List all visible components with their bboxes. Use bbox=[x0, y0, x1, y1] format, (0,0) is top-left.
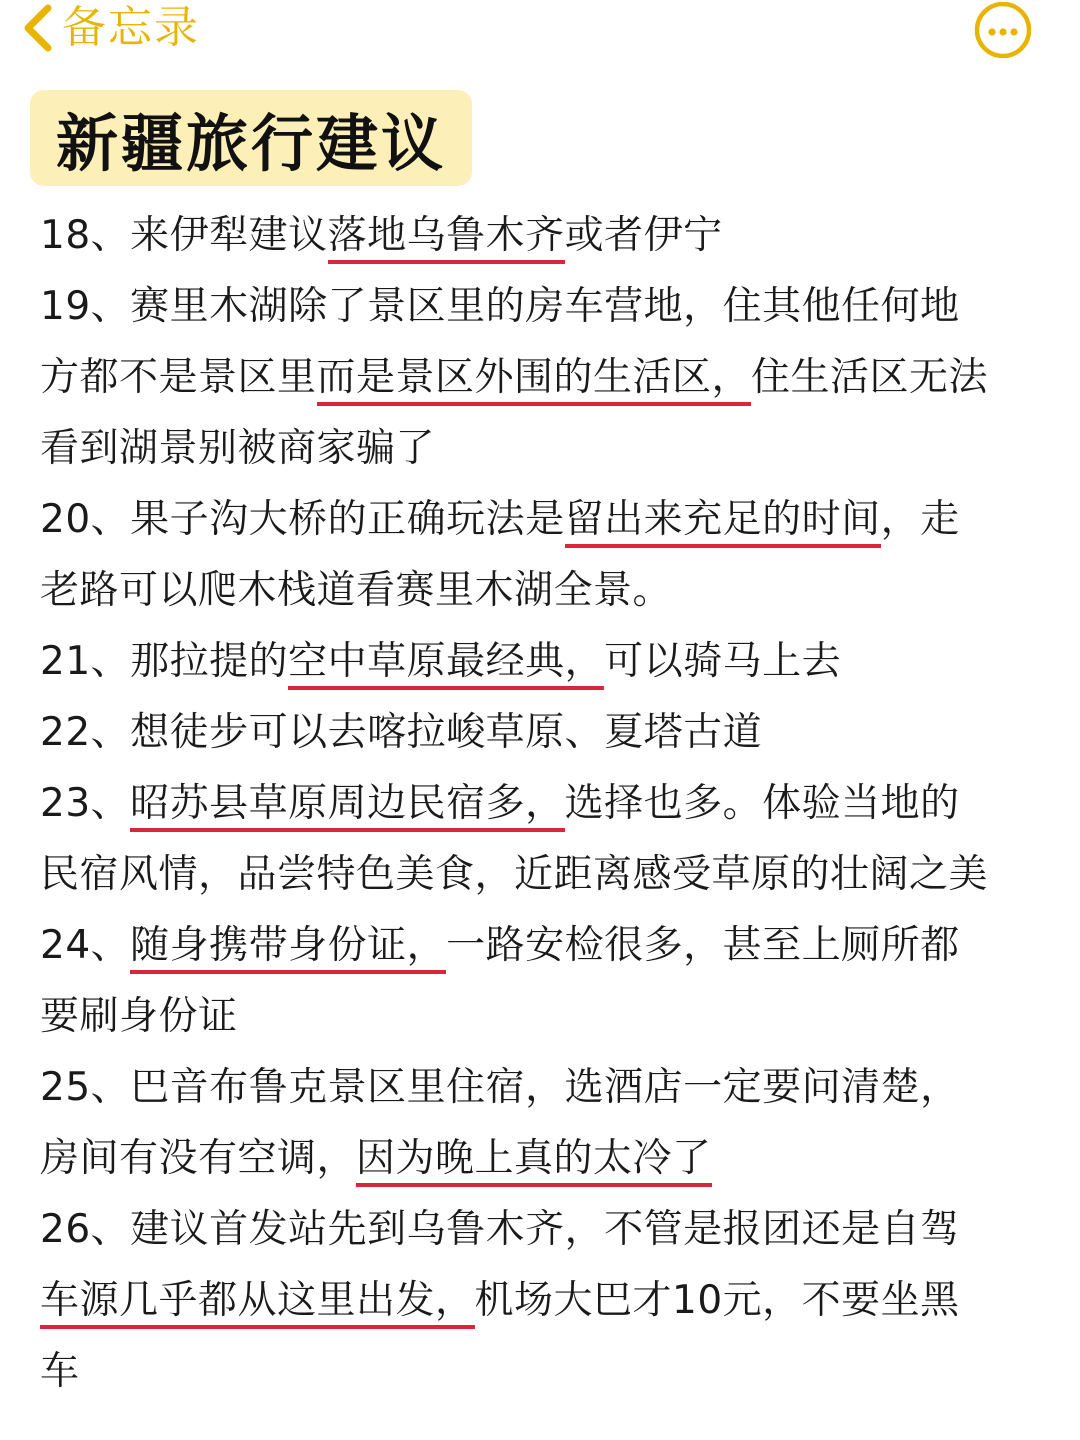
note-line bbox=[40, 1052, 1040, 1123]
note-line bbox=[40, 1194, 1040, 1265]
note-line bbox=[40, 1336, 1040, 1407]
line-text: 21、那拉提的 bbox=[40, 639, 289, 684]
line-text: 18、来伊犁建议 bbox=[40, 213, 328, 258]
top-navigation-bar bbox=[0, 0, 1080, 64]
underlined-text: 留出来充足的时间 bbox=[565, 497, 881, 548]
note-line bbox=[40, 768, 1040, 839]
line-text: 住生活区无法 bbox=[751, 355, 989, 400]
line-text: 车 bbox=[40, 1349, 80, 1394]
note-line bbox=[40, 342, 1040, 413]
note-line bbox=[40, 626, 1040, 697]
note-title-box bbox=[30, 90, 472, 186]
line-text: 20、果子沟大桥的正确玩法是 bbox=[40, 497, 565, 542]
line-text: 26、建议首发站先到乌鲁木齐，不管是报团还是自驾 bbox=[40, 1207, 960, 1252]
note-line bbox=[40, 981, 1040, 1052]
line-text: 19、赛里木湖除了景区里的房车营地，住其他任何地 bbox=[40, 284, 960, 329]
note-line bbox=[40, 1123, 1040, 1194]
line-text: 24、 bbox=[40, 923, 131, 968]
line-text: 要刷身份证 bbox=[40, 994, 238, 1039]
underlined-text: 而是景区外围的生活区， bbox=[317, 355, 752, 406]
underlined-text: 随身携带身份证， bbox=[130, 923, 446, 974]
line-text: 老路可以爬木栈道看赛里木湖全景。 bbox=[40, 568, 673, 613]
line-text: 23、 bbox=[40, 781, 131, 826]
chevron-left-icon bbox=[20, 2, 54, 54]
line-text: ，走 bbox=[880, 497, 960, 542]
note-line bbox=[40, 413, 1040, 484]
underlined-text: 车源几乎都从这里出发， bbox=[40, 1278, 475, 1329]
note-line bbox=[40, 200, 1040, 271]
line-text: 选择也多。体验当地的 bbox=[564, 781, 960, 826]
underlined-text: 昭苏县草原周边民宿多， bbox=[130, 781, 565, 832]
underlined-text: 空中草原最经典， bbox=[288, 639, 604, 690]
line-text: 或者伊宁 bbox=[564, 213, 723, 258]
line-text: 看到湖景别被商家骗了 bbox=[40, 426, 436, 471]
more-horizontal-icon bbox=[972, 43, 1034, 62]
more-options-button[interactable] bbox=[972, 2, 1034, 58]
note-line bbox=[40, 484, 1040, 555]
underlined-text: 因为晚上真的太冷了 bbox=[356, 1136, 712, 1187]
note-line bbox=[40, 271, 1040, 342]
note-line bbox=[40, 910, 1040, 981]
line-text: 方都不是景区里 bbox=[40, 355, 317, 400]
note-line bbox=[40, 555, 1040, 626]
line-text: 机场大巴才10元，不要坐黑 bbox=[474, 1278, 960, 1323]
line-text: 一路安检很多，甚至上厕所都 bbox=[446, 923, 960, 968]
note-title: 新疆旅行建议 bbox=[56, 106, 447, 180]
back-button[interactable] bbox=[20, 0, 200, 56]
line-text: 民宿风情，品尝特色美食，近距离感受草原的壮阔之美 bbox=[40, 852, 989, 897]
line-text: 房间有没有空调， bbox=[40, 1136, 357, 1181]
line-text: 22、想徒步可以去喀拉峻草原、夏塔古道 bbox=[40, 710, 763, 755]
underlined-text: 落地乌鲁木齐 bbox=[328, 213, 565, 264]
note-line bbox=[40, 839, 1040, 910]
line-text: 可以骑马上去 bbox=[604, 639, 842, 684]
note-line bbox=[40, 1265, 1040, 1336]
note-body[interactable] bbox=[40, 200, 1040, 1407]
line-text: 25、巴音布鲁克景区里住宿，选酒店一定要问清楚， bbox=[40, 1065, 960, 1110]
note-line bbox=[40, 697, 1040, 768]
back-label: 备忘录 bbox=[62, 2, 200, 53]
